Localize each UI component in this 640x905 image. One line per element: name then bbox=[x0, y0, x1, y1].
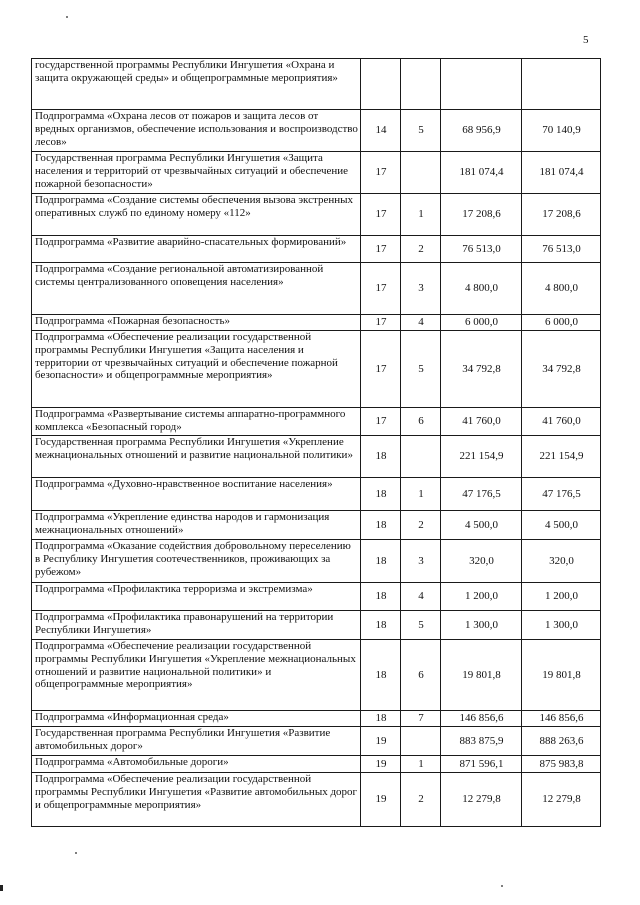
amount-second-cell: 875 983,8 bbox=[522, 756, 601, 773]
program-code-cell: 19 bbox=[361, 773, 401, 827]
program-code-cell: 17 bbox=[361, 194, 401, 236]
table-row bbox=[32, 152, 601, 194]
amount-first-cell: 76 513,0 bbox=[441, 236, 522, 263]
program-code-cell: 18 bbox=[361, 478, 401, 511]
amount-second-cell: 19 801,8 bbox=[522, 640, 601, 711]
amount-second-cell: 146 856,6 bbox=[522, 711, 601, 727]
amount-first-cell: 4 500,0 bbox=[441, 511, 522, 540]
program-name-cell: Подпрограмма «Развитие аварийно-спасательных формирований» bbox=[32, 236, 361, 263]
amount-second-cell: 4 800,0 bbox=[522, 263, 601, 315]
subprogram-code-cell: 4 bbox=[401, 315, 441, 331]
program-code-cell: 18 bbox=[361, 640, 401, 711]
program-name-cell: Государственная программа Республики Ингушетия «Защита населения и территорий от чрезвычайных ситуаций и обеспечение пожарной безопасности» bbox=[32, 152, 361, 194]
amount-second-cell: 70 140,9 bbox=[522, 110, 601, 152]
program-name-cell: Подпрограмма «Обеспечение реализации государственной программы Республики Ингушетия «Защита населения и территории от чрезвычайных ситуаций и обеспечение пожарной безопасности» и общепрограммные мероприятия» bbox=[32, 331, 361, 408]
table-row bbox=[32, 315, 601, 331]
amount-second-cell: 12 279,8 bbox=[522, 773, 601, 827]
program-code-cell: 17 bbox=[361, 236, 401, 263]
amount-first-cell: 871 596,1 bbox=[441, 756, 522, 773]
amount-second-cell: 41 760,0 bbox=[522, 408, 601, 436]
table-row bbox=[32, 511, 601, 540]
program-code-cell: 14 bbox=[361, 110, 401, 152]
amount-second-cell: 221 154,9 bbox=[522, 436, 601, 478]
table-row bbox=[32, 110, 601, 152]
table-row bbox=[32, 478, 601, 511]
page-number: 5 bbox=[583, 34, 589, 46]
program-name-cell: Подпрограмма «Профилактика правонарушений на территории Республики Ингушетия» bbox=[32, 611, 361, 640]
amount-second-cell: 47 176,5 bbox=[522, 478, 601, 511]
program-name-cell: государственной программы Республики Ингушетия «Охрана и защита окружающей среды» и общепрограммные мероприятия» bbox=[32, 59, 361, 110]
budget-table bbox=[31, 58, 601, 827]
scan-speck bbox=[66, 16, 68, 18]
amount-first-cell: 17 208,6 bbox=[441, 194, 522, 236]
amount-first-cell: 19 801,8 bbox=[441, 640, 522, 711]
subprogram-code-cell: 5 bbox=[401, 110, 441, 152]
amount-second-cell bbox=[522, 59, 601, 110]
program-code-cell: 19 bbox=[361, 727, 401, 756]
table-row bbox=[32, 194, 601, 236]
program-name-cell: Подпрограмма «Обеспечение реализации государственной программы Республики Ингушетия «Развитие автомобильных дорог и общепрограммные мероприятия» bbox=[32, 773, 361, 827]
program-code-cell: 18 bbox=[361, 611, 401, 640]
amount-first-cell: 181 074,4 bbox=[441, 152, 522, 194]
scan-speck bbox=[501, 885, 503, 887]
program-name-cell: Подпрограмма «Пожарная безопасность» bbox=[32, 315, 361, 331]
program-code-cell: 18 bbox=[361, 540, 401, 583]
program-name-cell: Подпрограмма «Создание региональной автоматизированной системы централизованного оповещения населения» bbox=[32, 263, 361, 315]
subprogram-code-cell bbox=[401, 436, 441, 478]
table-row bbox=[32, 408, 601, 436]
amount-first-cell: 146 856,6 bbox=[441, 711, 522, 727]
amount-second-cell: 76 513,0 bbox=[522, 236, 601, 263]
program-name-cell: Подпрограмма «Автомобильные дороги» bbox=[32, 756, 361, 773]
amount-first-cell: 12 279,8 bbox=[441, 773, 522, 827]
amount-second-cell: 34 792,8 bbox=[522, 331, 601, 408]
program-code-cell: 18 bbox=[361, 711, 401, 727]
amount-second-cell: 6 000,0 bbox=[522, 315, 601, 331]
program-code-cell: 18 bbox=[361, 436, 401, 478]
amount-first-cell: 47 176,5 bbox=[441, 478, 522, 511]
program-code-cell: 18 bbox=[361, 583, 401, 611]
table-row bbox=[32, 59, 601, 110]
program-name-cell: Подпрограмма «Укрепление единства народов и гармонизация межнациональных отношений» bbox=[32, 511, 361, 540]
subprogram-code-cell: 3 bbox=[401, 263, 441, 315]
program-name-cell: Подпрограмма «Профилактика терроризма и экстремизма» bbox=[32, 583, 361, 611]
table-row bbox=[32, 236, 601, 263]
subprogram-code-cell: 5 bbox=[401, 331, 441, 408]
amount-first-cell: 1 200,0 bbox=[441, 583, 522, 611]
amount-first-cell: 34 792,8 bbox=[441, 331, 522, 408]
subprogram-code-cell: 6 bbox=[401, 408, 441, 436]
program-code-cell: 19 bbox=[361, 756, 401, 773]
table-row bbox=[32, 756, 601, 773]
program-name-cell: Подпрограмма «Информационная среда» bbox=[32, 711, 361, 727]
subprogram-code-cell: 1 bbox=[401, 478, 441, 511]
subprogram-code-cell: 5 bbox=[401, 611, 441, 640]
table-row bbox=[32, 727, 601, 756]
amount-first-cell: 4 800,0 bbox=[441, 263, 522, 315]
program-code-cell: 18 bbox=[361, 511, 401, 540]
program-name-cell: Подпрограмма «Духовно-нравственное воспитание населения» bbox=[32, 478, 361, 511]
program-code-cell: 17 bbox=[361, 408, 401, 436]
program-name-cell: Государственная программа Республики Ингушетия «Развитие автомобильных дорог» bbox=[32, 727, 361, 756]
subprogram-code-cell bbox=[401, 59, 441, 110]
budget-table-body bbox=[32, 59, 601, 827]
subprogram-code-cell bbox=[401, 152, 441, 194]
amount-first-cell: 41 760,0 bbox=[441, 408, 522, 436]
program-name-cell: Подпрограмма «Охрана лесов от пожаров и защита лесов от вредных организмов, обеспечение использования и воспроизводство лесов» bbox=[32, 110, 361, 152]
subprogram-code-cell bbox=[401, 727, 441, 756]
amount-first-cell: 221 154,9 bbox=[441, 436, 522, 478]
amount-first-cell: 320,0 bbox=[441, 540, 522, 583]
program-code-cell: 17 bbox=[361, 315, 401, 331]
table-row bbox=[32, 773, 601, 827]
table-row bbox=[32, 331, 601, 408]
amount-second-cell: 17 208,6 bbox=[522, 194, 601, 236]
subprogram-code-cell: 2 bbox=[401, 511, 441, 540]
table-row bbox=[32, 436, 601, 478]
subprogram-code-cell: 1 bbox=[401, 194, 441, 236]
amount-second-cell: 181 074,4 bbox=[522, 152, 601, 194]
subprogram-code-cell: 2 bbox=[401, 236, 441, 263]
subprogram-code-cell: 6 bbox=[401, 640, 441, 711]
program-name-cell: Подпрограмма «Обеспечение реализации государственной программы Республики Ингушетия «Укрепление межнациональных отношений и развитие национальной политики» и общепрограммные мероприятия» bbox=[32, 640, 361, 711]
program-name-cell: Государственная программа Республики Ингушетия «Укрепление межнациональных отношений и развитие национальной политики» bbox=[32, 436, 361, 478]
subprogram-code-cell: 7 bbox=[401, 711, 441, 727]
amount-first-cell: 883 875,9 bbox=[441, 727, 522, 756]
program-code-cell bbox=[361, 59, 401, 110]
amount-first-cell bbox=[441, 59, 522, 110]
amount-second-cell: 888 263,6 bbox=[522, 727, 601, 756]
program-name-cell: Подпрограмма «Создание системы обеспечения вызова экстренных оперативных служб по единому номеру «112» bbox=[32, 194, 361, 236]
amount-second-cell: 1 200,0 bbox=[522, 583, 601, 611]
table-row bbox=[32, 640, 601, 711]
scan-edge-mark bbox=[0, 885, 3, 891]
amount-second-cell: 4 500,0 bbox=[522, 511, 601, 540]
subprogram-code-cell: 4 bbox=[401, 583, 441, 611]
subprogram-code-cell: 2 bbox=[401, 773, 441, 827]
scan-speck bbox=[75, 852, 77, 854]
subprogram-code-cell: 1 bbox=[401, 756, 441, 773]
amount-first-cell: 6 000,0 bbox=[441, 315, 522, 331]
table-row bbox=[32, 583, 601, 611]
program-code-cell: 17 bbox=[361, 152, 401, 194]
program-code-cell: 17 bbox=[361, 263, 401, 315]
table-row bbox=[32, 611, 601, 640]
program-name-cell: Подпрограмма «Оказание содействия добровольному переселению в Республику Ингушетия соотечественников, проживающих за рубежом» bbox=[32, 540, 361, 583]
amount-first-cell: 1 300,0 bbox=[441, 611, 522, 640]
amount-second-cell: 320,0 bbox=[522, 540, 601, 583]
amount-second-cell: 1 300,0 bbox=[522, 611, 601, 640]
table-row bbox=[32, 540, 601, 583]
subprogram-code-cell: 3 bbox=[401, 540, 441, 583]
amount-first-cell: 68 956,9 bbox=[441, 110, 522, 152]
program-code-cell: 17 bbox=[361, 331, 401, 408]
table-row bbox=[32, 711, 601, 727]
program-name-cell: Подпрограмма «Развертывание системы аппаратно-программного комплекса «Безопасный город» bbox=[32, 408, 361, 436]
table-row bbox=[32, 263, 601, 315]
